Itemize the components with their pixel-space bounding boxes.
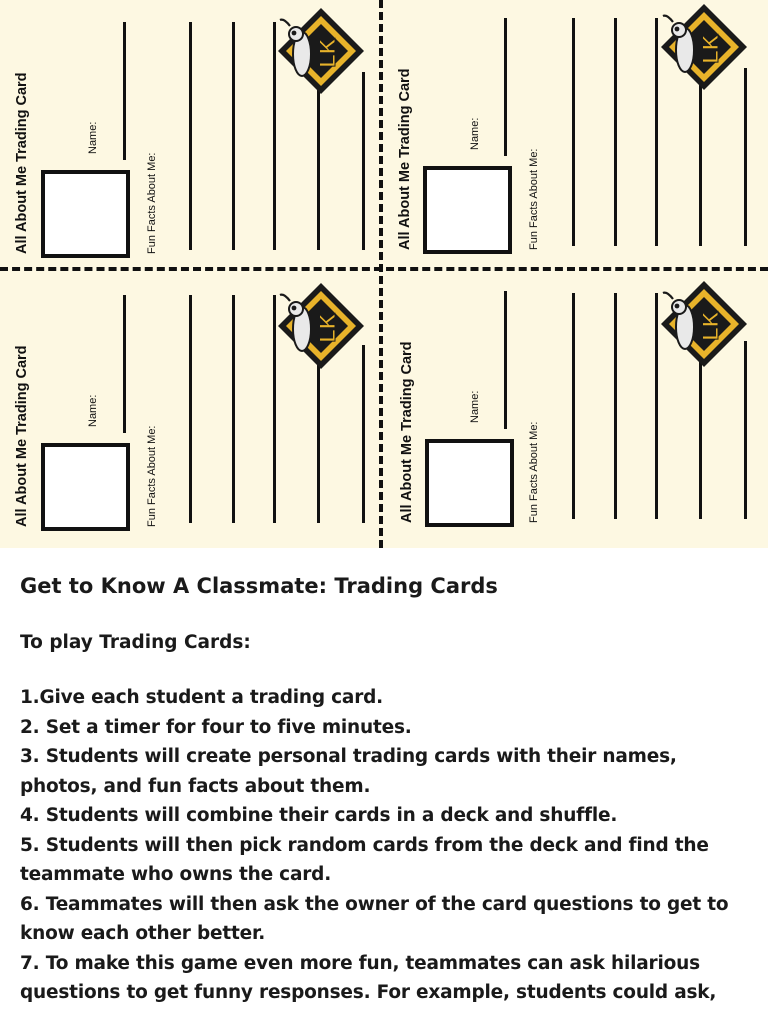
fact-line — [572, 293, 575, 519]
svg-text:LK: LK — [698, 34, 723, 64]
fact-line — [189, 22, 192, 250]
card-title: All About Me Trading Card — [397, 68, 413, 250]
instructions-heading: Get to Know A Classmate: Trading Cards — [20, 574, 498, 598]
fact-line — [189, 295, 192, 523]
hornet-logo-icon — [659, 279, 749, 369]
instruction-step: 4. Students will combine their cards in a deck and shuffle. — [20, 805, 618, 826]
instruction-step: 6. Teammates will then ask the owner of the card questions to get to know each other better. — [20, 893, 729, 944]
fact-line — [655, 293, 658, 519]
svg-text:LK: LK — [698, 311, 723, 341]
fact-line — [232, 22, 235, 250]
photo-box — [423, 166, 512, 254]
card-title: All About Me Trading Card — [14, 345, 30, 527]
fun-facts-label: Fun Facts About Me: — [528, 148, 540, 250]
name-line — [123, 295, 126, 433]
instructions-subheading: To play Trading Cards: — [20, 632, 251, 653]
name-line — [504, 18, 507, 156]
card-title: All About Me Trading Card — [399, 341, 415, 523]
name-label: Name: — [469, 117, 481, 150]
fact-line — [232, 295, 235, 523]
instruction-step: 7. To make this game even more fun, teammates can ask hilarious questions to get funny responses. For example, students could ask, — [20, 952, 717, 1003]
instruction-step: 3. Students will create personal trading cards with their names, photos, and fun facts about them. — [20, 746, 677, 797]
fact-line — [744, 68, 747, 246]
fact-line — [362, 72, 365, 250]
fun-facts-label: Fun Facts About Me: — [528, 421, 540, 523]
photo-box — [41, 443, 130, 531]
trading-card-bottom-right — [383, 275, 759, 537]
instruction-step: 2. Set a timer for four to five minutes. — [20, 716, 412, 738]
trading-card-top-left — [0, 0, 376, 262]
name-line — [123, 22, 126, 160]
fact-line — [699, 357, 702, 519]
fun-facts-label: Fun Facts About Me: — [146, 152, 158, 254]
horizontal-cut-line — [0, 267, 768, 271]
hornet-logo-icon — [276, 281, 366, 371]
name-label: Name: — [87, 394, 99, 427]
svg-text:LK: LK — [315, 38, 340, 68]
instructions-section — [20, 574, 760, 1008]
instruction-step: 1.Give each student a trading card. — [20, 687, 384, 708]
name-line — [504, 291, 507, 429]
fact-line — [572, 18, 575, 246]
card-title: All About Me Trading Card — [14, 72, 30, 254]
fact-line — [614, 293, 617, 519]
instructions-steps-list — [20, 683, 760, 1008]
fact-line — [614, 18, 617, 246]
fact-line — [655, 18, 658, 246]
fun-facts-label: Fun Facts About Me: — [146, 425, 158, 527]
fact-line — [317, 361, 320, 523]
fact-line — [699, 84, 702, 246]
hornet-logo-icon — [276, 6, 366, 96]
vertical-cut-line — [379, 0, 383, 548]
instruction-step: 5. Students will then pick random cards from the deck and find the teammate who owns the card. — [20, 834, 709, 885]
svg-text:LK: LK — [315, 313, 340, 343]
trading-card-bottom-left — [0, 275, 376, 537]
trading-card-top-right — [383, 0, 759, 262]
name-label: Name: — [87, 121, 99, 154]
name-label: Name: — [469, 390, 481, 423]
hornet-logo-icon — [659, 2, 749, 92]
fact-line — [317, 88, 320, 250]
photo-box — [425, 439, 514, 527]
fact-line — [362, 345, 365, 523]
photo-box — [41, 170, 130, 258]
